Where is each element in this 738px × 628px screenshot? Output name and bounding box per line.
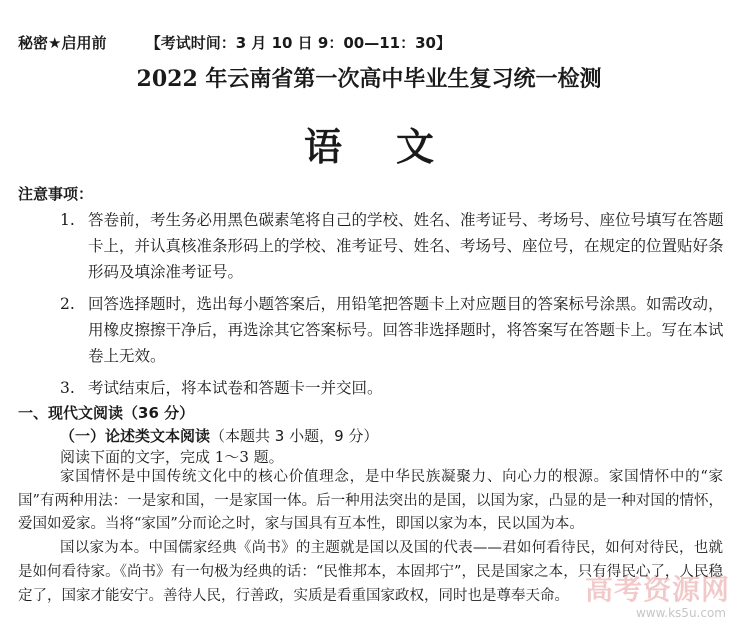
reading-instruction: 阅读下面的文字，完成 1～3 题。: [60, 448, 284, 466]
exam-title: 2022 年云南省第一次高中毕业生复习统一检测: [136, 66, 602, 92]
passage-paragraph: 家国情怀是中国传统文化中的核心价值理念，是中华民族凝聚力、向心力的根源。家国情怀中的“家国”有两种用法：一是家和国，一是家国一体。后一种用法突出的是国，以国为家，凸显的是一种对国的情怀，爱国如爱家。当将“家国”分而论之时，家与国具有互本性，即国以家为本，民以国为本。: [18, 469, 723, 533]
watermark-url: www.ks5u.com: [635, 606, 726, 620]
subsection-note: （本题共 3 小题，9 分）: [210, 427, 379, 445]
notice-item: [60, 375, 725, 401]
notice-number: 3.: [60, 379, 75, 397]
notice-number: 2.: [60, 295, 75, 313]
notice-item: [60, 291, 725, 369]
notice-title: 注意事项：: [18, 185, 94, 203]
exam-time: 【考试时间：3 月 10 日 9：00—11：30】: [145, 34, 451, 52]
header-row: [18, 32, 718, 53]
notice-item: [60, 207, 725, 285]
watermark-logo: 高考资源网: [584, 573, 730, 606]
notice-text: 考试结束后，将本试卷和答题卡一并交回。: [88, 379, 383, 397]
notice-text: 回答选择题时，选出每小题答案后，用铅笔把答题卡上对应题目的答案标号涂黑。如需改动，用橡皮擦擦干净后，再选涂其它答案标号。回答非选择题时，将答案写在答题卡上。写在本试卷上无效。: [88, 295, 724, 365]
notice-text: 答卷前，考生务必用黑色碳素笔将自己的学校、姓名、准考证号、考场号、座位号填写在答题卡上，并认真核准条形码上的学校、准考证号、姓名、考场号、座位号，在规定的位置贴好条形码及填涂准考证号。: [88, 211, 724, 281]
notice-number: 1.: [60, 211, 75, 229]
subsection-heading: [60, 425, 378, 446]
subsection-title: （一）论述类文本阅读: [60, 427, 211, 445]
passage-paragraph: 国以家为本。中国儒家经典《尚书》的主题就是国以及国的代表——君如何看待民，如何对待民，也就是如何看待家。《尚书》有一句极为经典的话：“民惟邦本，本固邦宁”，民是国家之本，只有得民心了，人民稳定了，国家才能安宁。善待人民，行善政，实质是看重国家政权，同时也是尊奉天命。: [18, 540, 723, 604]
notice-list: [60, 207, 725, 401]
subject-title: 语文: [303, 124, 488, 169]
secret-mark: 秘密★启用前: [18, 34, 107, 52]
section-title: 一、现代文阅读（36 分）: [18, 404, 195, 422]
